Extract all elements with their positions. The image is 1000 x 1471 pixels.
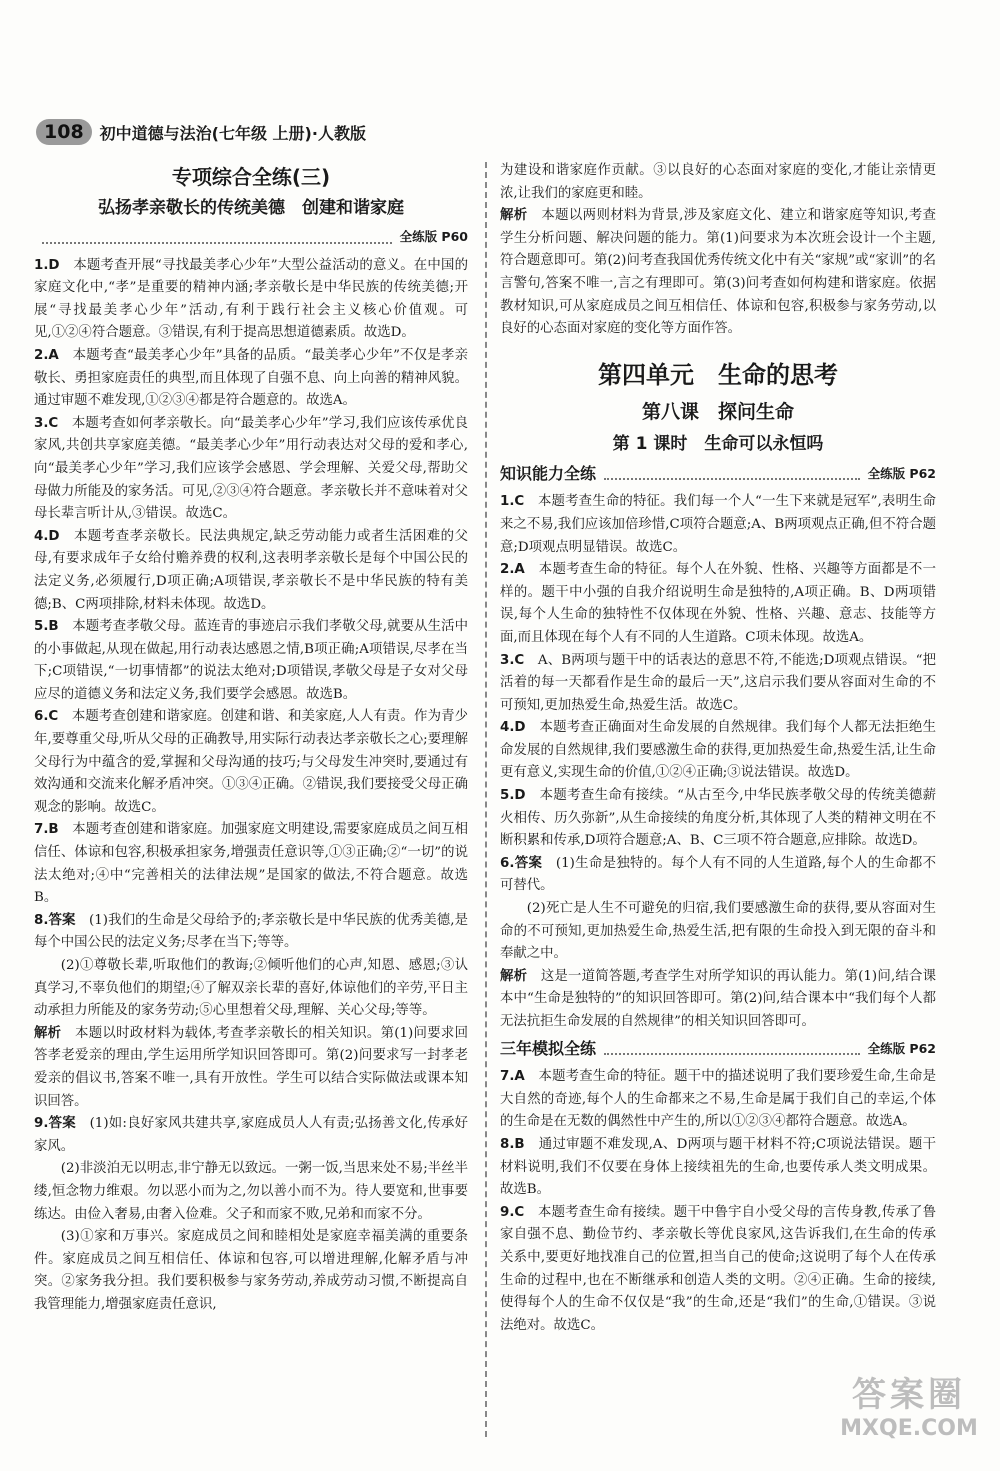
dotted-leader [604,1053,860,1055]
answer-list [500,491,936,853]
answer-text: 本题考查创建和谐家庭。加强家庭文明建设,需要家庭成员之间互相信任、体谅和包容,积极承担家务,增强责任意识等,①③正确;②“一切”的说法太绝对;④中“完善相关的法律法规”是国家的做法,不符合题意。故选B。 [34,822,468,906]
answer-number: 7.A [500,1069,525,1085]
answer-item [500,1134,936,1202]
watermark-text: 答案圈 [852,1375,966,1415]
left-column [34,160,468,1317]
answer-item [500,785,936,853]
section-name: 三年模拟全练 [500,1038,597,1058]
answer-text: 本题考查开展“寻找最美孝心少年”大型公益活动的意义。在中国的家庭文化中,“孝”是重要的精神内涵;孝亲敬长是中华民族的传统美德;开展“寻找最美孝心少年”活动,有利于践行社会主义核心价值观。可见,①②④符合题意。③错误,有利于提高思想道德素质。故选D。 [34,257,468,341]
answer-item [500,491,936,559]
analysis-paragraph: 解析 这是一道简答题,考查学生对所学知识的再认能力。第(1)问,结合课本中“生命是独特的”的知识回答即可。第(2)问,结合课本中“我们每个人都无法抗拒生命发展的自然规律”的相关知识回答即可。 [500,968,937,1029]
answer-item-9: 9.答案 (1)如:良好家风共建共享,家庭成员人人有责;弘扬善文化,传承好家风。 [34,1116,468,1154]
answer-item [500,1202,936,1338]
unit-title: 第四单元 生命的思考 [598,360,838,389]
answer-number: 2.A [500,562,525,578]
answer-text: 本题考查生命的特征。我们每一个人“一生下来就是冠军”,表明生命来之不易,我们应该加倍珍惜,C项符合题意;A、B两项观点正确,但不符合题意;D项观点明显错误。故选C。 [500,494,936,555]
column-divider [485,162,487,1437]
answer-number: 6.C [34,709,59,725]
answer-text: 本题考查创建和谐家庭。创建和谐、和美家庭,人人有责。作为青少年,要尊重父母,听从父母的正确教导,用实际行动表达孝亲敬长之心;要理解父母行为中蕴含的爱,掌握和父母沟通的技巧;与父母发生冲突时,要通过有效沟通和交流来化解矛盾冲突。①③④正确。②错误,我们要接受父母正确观念的影响。故选C。 [34,709,468,815]
book-title: 初中道德与法治(七年级 上册)·人教版 [99,123,366,143]
page-number: 108 [36,119,92,145]
analysis-label: 解析 [500,208,528,224]
answer-number: 4.D [34,528,60,544]
section-ref: 全练版 P62 [867,465,936,481]
answer-text: 本题考查如何孝亲敬长。向“最美孝心少年”学习,我们应该传承优良家风,共创共享家庭美德。“最美孝心少年”用行动表达对父母的爱和孝心,向“最美孝心少年”学习,我们应该学会感恩、学会理解、关爱父母,帮助父母做力所能及的家务活。可见,②③④符合题意。孝亲敬长并不意味着对父母长辈言听计从,③错误。故选C。 [34,415,468,522]
lesson-title: 第八课 探问生命 [641,400,794,423]
analysis-paragraph: 解析 本题以两则材料为背景,涉及家庭文化、建立和谐家庭等知识,考查学生分析问题、解决问题的能力。第(1)问要求为本次班会设计一个主题,符合题意即可。第(2)问考查我国优秀传统文化中有关“家规”或“家训”的名言警句,答案不唯一,言之有理即可。第(3)问考查如何构建和谐家庭。依据教材知识,可从家庭成员之间互相信任、体谅和包容,积极参与家务劳动,以良好的心态面对家庭的变化等方面作答。 [500,208,937,337]
analysis-label: 解析 [34,1025,62,1041]
section-ref: 全练版 P60 [399,229,468,244]
answer-text: 通过审题不难发现,A、D两项与题干材料不符;C项说法错误。题干材料说明,我们不仅要在身体上接续祖先的生命,也要传承人类文明成果。故选B。 [500,1136,936,1198]
answer-text: A、B两项与题干中的话表达的意思不符,不能选;D项观点错误。“把活着的每一天都看作是生命的最后一天”,这启示我们要从容面对生命的不可预知,更加热爱生命,热爱生活。故选C。 [500,652,936,713]
answer-text: 本题考查生命的特征。每个人在外貌、性格、兴趣等方面都是不一样的。题干中小强的自我介绍说明生命是独特的,A项正确。B、D两项错误,每个人生命的独特性不仅体现在外貌、性格、兴趣、意志、技能等方面,而且体现在每个人有不同的人生道路。C项未体现。故选A。 [500,562,936,645]
section-ref-bar [34,226,468,249]
analysis-label: 解析 [500,968,528,984]
answer-text: 本题考查“最美孝心少年”具备的品质。“最美孝心少年”不仅是孝亲敬长、勇担家庭责任的典型,而且体现了自强不息、向上向善的精神风貌。通过审题不难发现,①②③④都是符合题意的。故选A。 [34,347,468,409]
answer-number: 1.C [500,494,525,510]
section-title: 专项综合全练(三) [171,165,331,189]
answer-number: 5.B [34,619,59,635]
page-header [36,112,366,152]
answer-item [500,650,936,718]
analysis-paragraph: 解析 本题以时政材料为载体,考查孝亲敬长的相关知识。第(1)问要求回答孝老爱亲的理由,学生运用所学知识回答即可。第(2)问要求写一封孝老爱亲的倡议书,答案不唯一,具有开放性。学生可以结合实际做法或课本知识回答。 [34,1025,468,1109]
answer-paragraph: (2)①尊敬长辈,听取他们的教诲;②倾听他们的心声,知恩、感恩;③认真学习,不辜负他们的期望;④了解双亲长辈的喜好,体谅他们的辛劳,平日主动承担力所能及的家务劳动;⑤心里想着父母,理解、关心父母;等等。 [34,958,468,1019]
answer-number: 3.C [34,415,59,431]
answer-text: 本题考查生命的特征。题干中的描述说明了我们要珍爱生命,生命是大自然的奇迹,每个人的生命都来之不易,生命是属于我们自己的幸运,个体的生命是在无数的偶然性中产生的,所以①②③④都符合题意。故选A。 [500,1069,936,1130]
answer-text: 本题考查孝亲敬长。民法典规定,缺乏劳动能力或者生活困难的父母,有要求成年子女给付赡养费的权利,这表明孝亲敬长是每个中国公民的法定义务,必须履行,D项正确;A项错误,孝亲敬长不是中华民族的特有美德;B、C两项排除,材料未体现。故选D。 [34,528,468,612]
answer-text: 本题考查生命有接续。“从古至今,中华民族孝敬父母的传统美德薪火相传、历久弥新”,从生命接续的角度分析,其体现了人类的精神文明在不断积累和传承,D项符合题意;A、B、C三项不符合题意,应排除。故选D。 [500,788,936,849]
answer-number: 9.C [500,1204,525,1220]
answer-paragraph: (3)①家和万事兴。家庭成员之间和睦相处是家庭幸福美满的重要条件。家庭成员之间互相信任、体谅和包容,可以增进理解,化解矛盾与冲突。②家务我分担。我们要积极参与家务劳动,养成劳动习惯,不断提高自我管理能力,增强家庭责任意识, [34,1229,468,1312]
answer-item-6: 6.答案 (1)生命是独特的。每个人有不同的人生道路,每个人的生命都不可替代。 [500,855,937,894]
answer-number: 2.A [34,347,59,363]
section-bar-mock [500,1038,936,1061]
answer-item [500,717,936,785]
dotted-leader [42,242,392,244]
answer-number: 4.D [500,720,526,736]
watermark-logo [834,1367,984,1457]
answer-label: 答案 [48,912,76,928]
section-bar-knowledge [500,463,936,486]
answer-item [34,819,468,909]
answer-item [500,559,936,649]
answer-text: 本题考查正确面对生命发展的自然规律。我们每个人都无法拒绝生命发展的自然规律,我们要感激生命的获得,更加热爱生命,热爱生活,让生命更有意义,实现生命的价值,①②④正确;③说法错误。故选D。 [500,720,936,781]
answer-continuation: 为建设和谐家庭作贡献。③以良好的心态面对家庭的变化,才能让亲情更浓,让我们的家庭更和睦。 [500,163,936,201]
watermark-url: MXQE.COM [840,1416,978,1441]
answer-item [34,706,468,819]
answer-item [34,413,468,526]
answer-label: 答案 [48,1116,76,1132]
answer-number: 5.D [500,788,526,804]
answer-text: 本题考查孝敬父母。蓝连青的事迹启示我们孝敬父母,就要从生活中的小事做起,从现在做起,用行动表达感恩之情,B项正确;A项错误,尽孝在当下;C项错误,“一切事情都”的说法太绝对;D项错误,孝敬父母是子女对父母应尽的道德义务和法定义务,我们要学会感恩。故选B。 [34,619,468,702]
answer-item [34,526,468,616]
answer-list [500,1066,936,1337]
answer-paragraph: (2)死亡是人生不可避免的归宿,我们要感激生命的获得,要从容面对生命的不可预知,更加热爱生命,热爱生活,把有限的生命投入到无限的奋斗和奉献之中。 [500,901,936,962]
answer-number: 1.D [34,257,60,273]
answer-item [34,255,468,345]
answer-list [34,255,468,910]
answer-item [34,345,468,413]
answer-label: 答案 [514,855,543,871]
answer-paragraph: (2)非淡泊无以明志,非宁静无以致远。一粥一饭,当思来处不易;半丝半缕,恒念物力维艰。勿以恶小而为之,勿以善小而不为。待人要宽和,世事要练达。由俭入奢易,由奢入俭难。父子和而家不败,兄弟和而家不分。 [34,1161,468,1222]
section-name: 知识能力全练 [500,463,597,483]
answer-item [500,1066,936,1134]
dotted-leader [604,478,860,480]
answer-number: 7.B [34,822,59,838]
answer-number: 3.C [500,652,525,668]
answer-item-8: 8.答案 (1)我们的生命是父母给予的;孝亲敬长是中华民族的优秀美德,是每个中国公民的法定义务;尽孝在当下;等等。 [34,912,469,951]
section-ref: 全练版 P62 [867,1040,936,1056]
answer-number: 8.B [500,1136,525,1152]
section-subtitle: 弘扬孝亲敬长的传统美德 创建和谐家庭 [98,198,404,218]
answer-item [34,616,468,706]
period-title: 第 1 课时 生命可以永恒吗 [612,433,824,454]
right-column [500,160,936,1337]
answer-text: 本题考查生命有接续。题干中鲁宇自小受父母的言传身教,传承了鲁家自强不息、勤俭节约、孝亲敬长等优良家风,这告诉我们,在生命的传承关系中,要更好地找准自己的位置,担当自己的使命;这说明了每个人在传承生命的过程中,也在不断继承和创造人类的文明。②④正确。生命的接续,使得每个人的生命不仅仅是“我”的生命,还是“我们”的生命,①错误。③说法绝对。故选C。 [500,1204,936,1333]
